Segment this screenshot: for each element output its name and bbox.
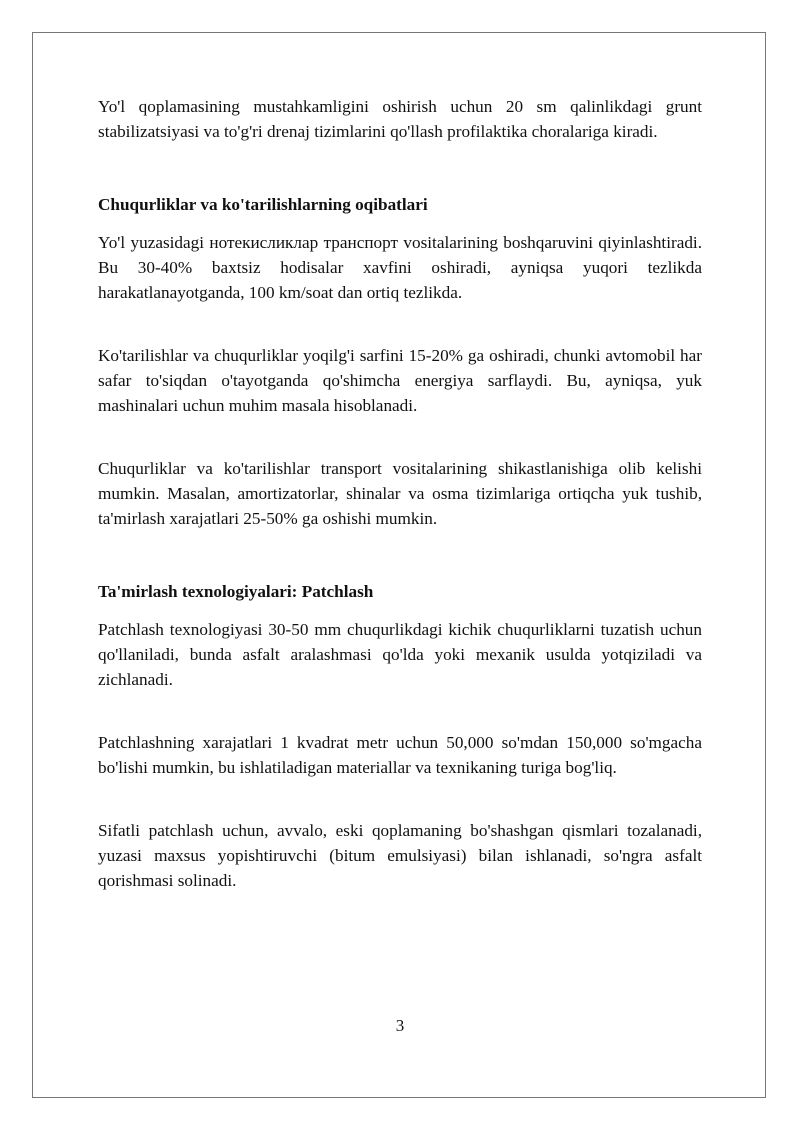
- heading-patching-technology: Ta'mirlash texnologiyalari: Patchlash: [98, 582, 374, 601]
- paragraph-grunt-stabilization: Yo'l qoplamasining mustahkamligini oshirish uchun 20 sm qalinlikdagi grunt stabilizatsiyasi va to'g'ri drenaj tizimlarini qo'llash profilaktika choralariga kiradi.: [98, 97, 702, 141]
- document-body: [98, 94, 702, 893]
- paragraph-fuel-consumption: Ko'tarilishlar va chuqurliklar yoqilg'i sarfini 15-20% ga oshiradi, chunki avtomobil har safar to'siqdan o'tayotganda qo'shimcha energiya sarflaydi. Bu, ayniqsa, yuk mashinalari uchun muhim masala hisoblanadi.: [98, 346, 702, 415]
- paragraph-patching-costs: Patchlashning xarajatlari 1 kvadrat metr uchun 50,000 so'mdan 150,000 so'mgacha bo'lishi mumkin, bu ishlatiladigan materiallar va texnikaning turiga bog'liq.: [98, 733, 702, 777]
- paragraph-patching-quality: Sifatli patchlash uchun, avvalo, eski qoplamaning bo'shashgan qismlari tozalanadi, yuzasi maxsus yopishtiruvchi (bitum emulsiyasi) bilan ishlanadi, so'ngra asfalt qorishmasi solinadi.: [98, 821, 702, 890]
- paragraph-patching-depth: Patchlash texnologiyasi 30-50 mm chuqurlikdagi kichik chuqurliklarni tuzatish uchun qo'llaniladi, bunda asfalt aralashmasi qo'lda yoki mexanik usulda yotqiziladi va zichlanadi.: [98, 620, 702, 689]
- paragraph-unevenness-accidents: Yo'l yuzasidagi нотекисликлар транспорт vositalarining boshqaruvini qiyinlashtiradi. Bu 30-40% baxtsiz hodisalar xavfini oshiradi, ayniqsa yuqori tezlikda harakatlanayotganda, 100 km/soat dan ortiq tezlikda.: [98, 233, 702, 302]
- paragraph-vehicle-damage: Chuqurliklar va ko'tarilishlar transport vositalarining shikastlanishiga olib kelishi mumkin. Masalan, amortizatorlar, shinalar va osma tizimlariga ortiqcha yuk tushib, ta'mirlash xarajatlari 25-50% ga oshishi mumkin.: [98, 459, 702, 528]
- page-number: 3: [395, 1016, 405, 1035]
- heading-consequences: Chuqurliklar va ko'tarilishlarning oqibatlari: [98, 195, 428, 214]
